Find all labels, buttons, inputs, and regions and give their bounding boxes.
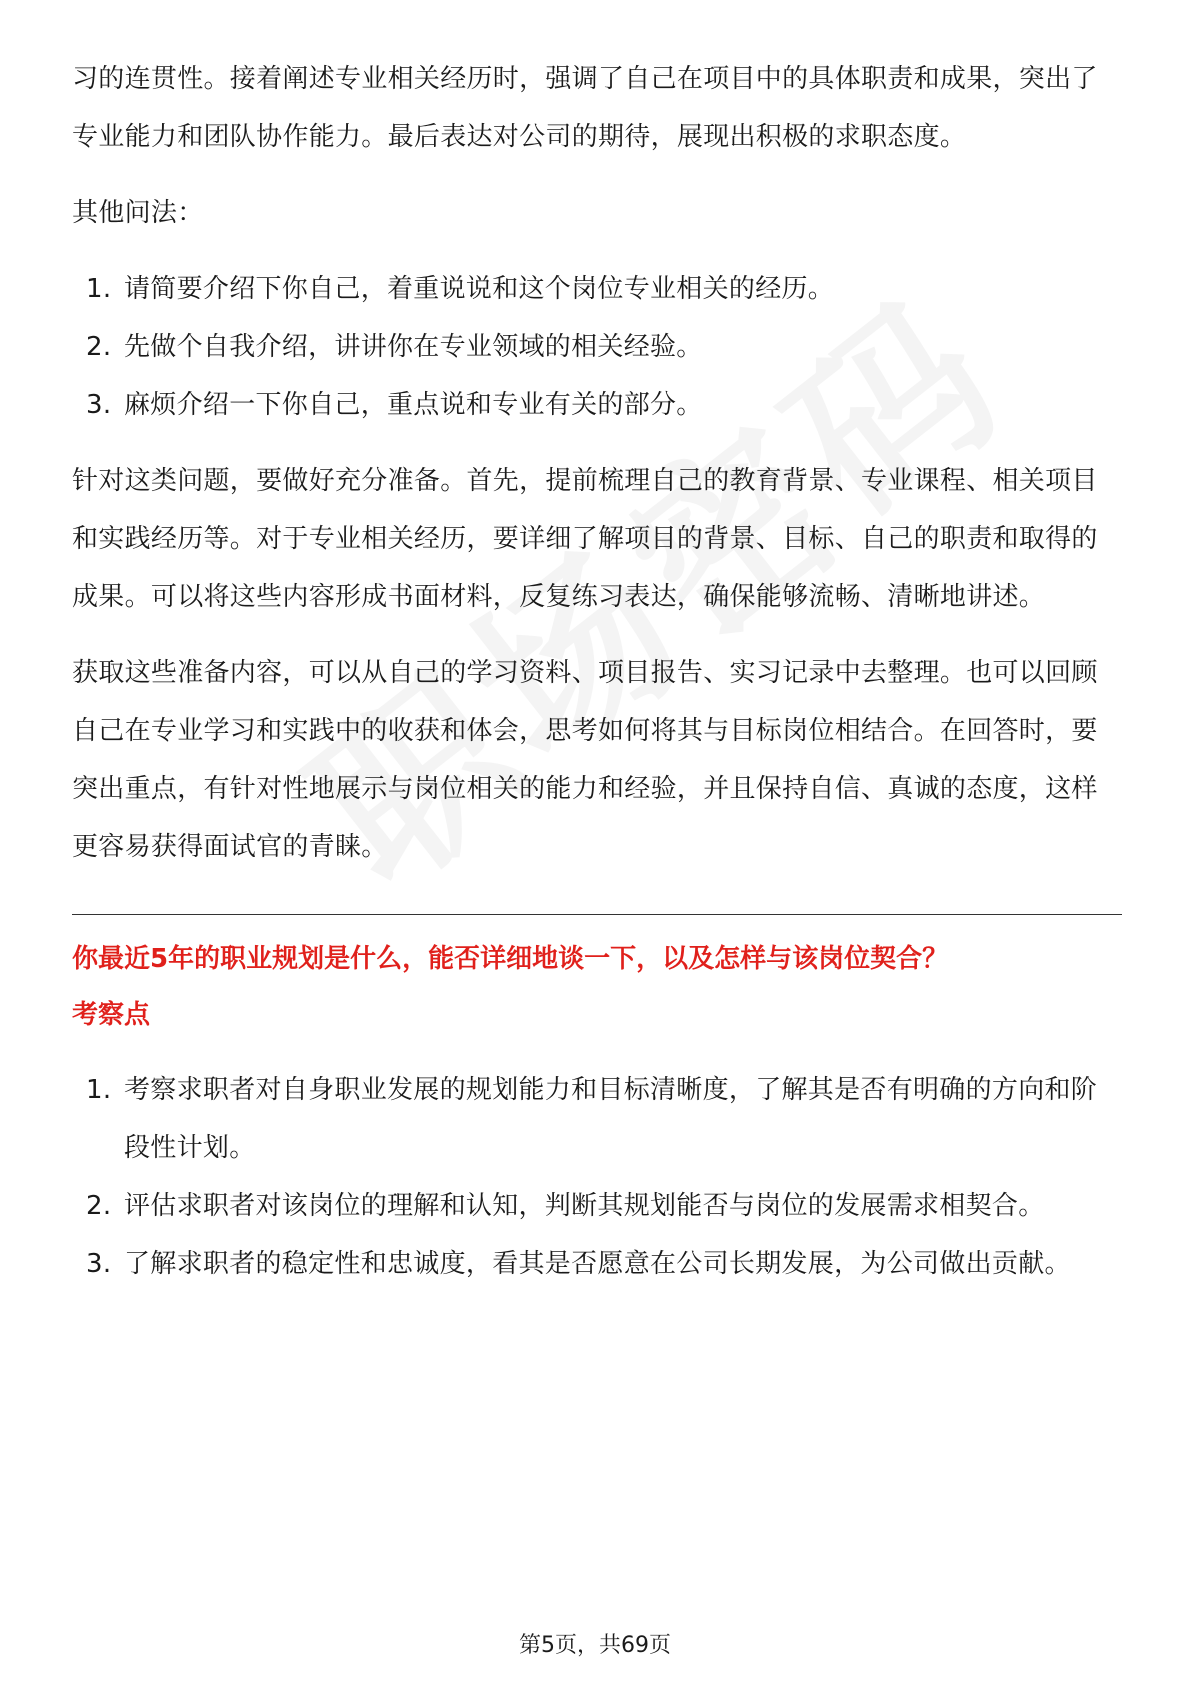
list-item-text: 先做个自我介绍，讲讲你在专业领域的相关经验。 — [124, 332, 703, 362]
list-item-text: 麻烦介绍一下你自己，重点说和专业有关的部分。 — [124, 390, 703, 420]
page-content — [72, 50, 1122, 1311]
list-number: 1. — [86, 1075, 112, 1105]
paragraph-materials: 获取这些准备内容，可以从自己的学习资料、项目报告、实习记录中去整理。也可以回顾自己在专业学习和实践中的收获和体会，思考如何将其与目标岗位相结合。在回答时，要突出重点，有针对性地展示与岗位相关的能力和经验，并且保持自信、真诚的态度，这样更容易获得面试官的青睐。 — [72, 658, 1098, 862]
section-label: 考察点 — [72, 1000, 151, 1030]
page-footer: 第5页，共69页 — [519, 1633, 671, 1658]
paragraph-preparation: 针对这类问题，要做好充分准备。首先，提前梳理自己的教育背景、专业课程、相关项目和实践经历等。对于专业相关经历，要详细了解项目的背景、目标、自己的职责和取得的成果。可以将这些内容形成书面材料，反复练习表达，确保能够流畅、清晰地讲述。 — [72, 466, 1098, 612]
list-number: 3. — [86, 390, 112, 420]
list-item-text: 评估求职者对该岗位的理解和认知，判断其规划能否与岗位的发展需求相契合。 — [124, 1191, 1045, 1221]
list-item — [72, 318, 1122, 376]
evaluation-points-list — [72, 1061, 1122, 1293]
list-item — [72, 1177, 1122, 1235]
list-number: 1. — [86, 274, 112, 304]
list-item-text: 了解求职者的稳定性和忠诚度，看其是否愿意在公司长期发展，为公司做出贡献。 — [124, 1249, 1071, 1279]
list-item — [72, 1061, 1122, 1177]
paragraph-answer-analysis: 习的连贯性。接着阐述专业相关经历时，强调了自己在项目中的具体职责和成果，突出了专业能力和团队协作能力。最后表达对公司的期待，展现出积极的求职态度。 — [72, 64, 1098, 152]
section-divider — [72, 914, 1122, 915]
list-item — [72, 260, 1122, 318]
other-questions-list — [72, 260, 1122, 434]
list-number: 2. — [86, 1191, 112, 1221]
list-item-text: 考察求职者对自身职业发展的规划能力和目标清晰度，了解其是否有明确的方向和阶段性计划。 — [124, 1075, 1098, 1163]
list-number: 3. — [86, 1249, 112, 1279]
list-item — [72, 376, 1122, 434]
list-number: 2. — [86, 332, 112, 362]
list-item-text: 请简要介绍下你自己，着重说说和这个岗位专业相关的经历。 — [124, 274, 835, 304]
question-title: 你最近5年的职业规划是什么，能否详细地谈一下，以及怎样与该岗位契合？ — [72, 944, 949, 974]
other-questions-label: 其他问法： — [72, 198, 204, 228]
list-item — [72, 1235, 1122, 1293]
